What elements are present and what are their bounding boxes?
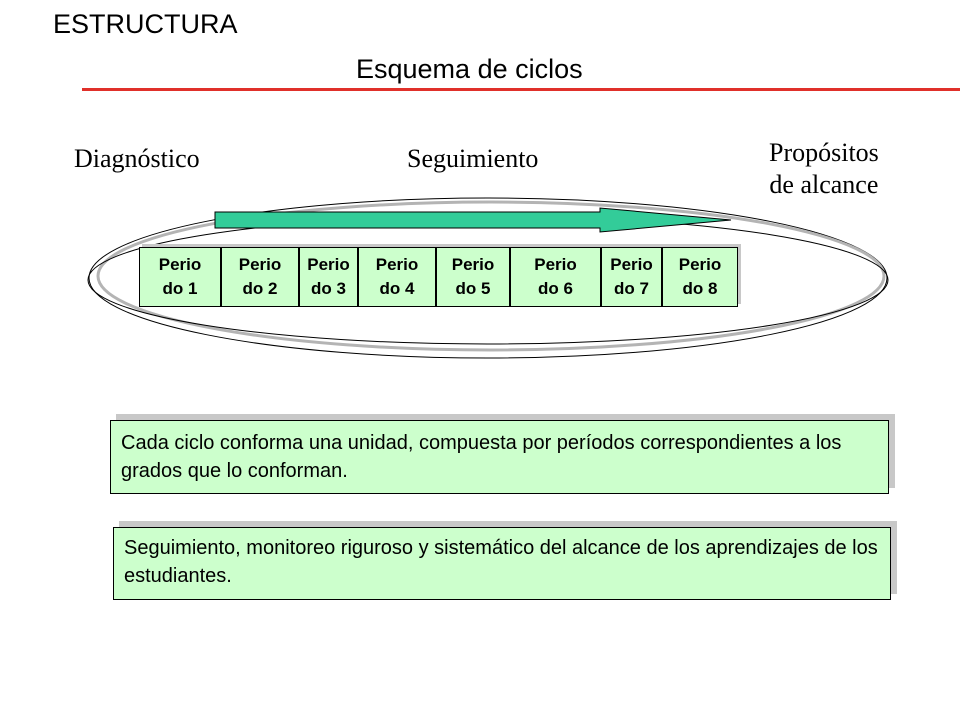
period-label-line1: Perio — [451, 255, 495, 274]
period-label-line1: Perio — [238, 255, 282, 274]
propositos-label-line2: de alcance — [769, 170, 879, 199]
period-label-line2: do 7 — [614, 279, 649, 298]
period-box-4 — [358, 247, 436, 307]
seguimiento-label: Seguimiento — [407, 144, 539, 173]
period-box-8 — [662, 247, 738, 307]
period-box-2 — [221, 247, 299, 307]
period-label-line1: Perio — [375, 255, 419, 274]
period-label-line2: do 8 — [682, 279, 718, 298]
cycle-description-box: Cada ciclo conforma una unidad, compuesta por períodos correspondientes a los grados que lo conforman. — [110, 420, 889, 494]
period-label-line1: Perio — [678, 255, 722, 274]
monitoring-description-box: Seguimiento, monitoreo riguroso y sistemático del alcance de los aprendizajes de los estudiantes. — [113, 527, 891, 600]
slide-subtitle: Esquema de ciclos — [356, 54, 583, 84]
period-label-line1: Perio — [610, 255, 653, 274]
progress-arrow — [215, 208, 731, 232]
period-label-line2: do 4 — [379, 279, 415, 298]
diagnostico-label: Diagnóstico — [74, 144, 200, 173]
period-label-line2: do 3 — [311, 279, 346, 298]
period-box-5 — [436, 247, 510, 307]
period-label-line2: do 6 — [538, 279, 573, 298]
period-label-line2: do 1 — [162, 279, 198, 298]
period-label-line1: Perio — [158, 255, 202, 274]
period-label-line2: do 2 — [242, 279, 278, 298]
period-label-line1: Perio — [307, 255, 350, 274]
period-box-6 — [510, 247, 601, 307]
period-box-3 — [299, 247, 358, 307]
slide-title: ESTRUCTURA — [53, 9, 238, 39]
propositos-label-line1: Propósitos — [769, 138, 879, 167]
period-box-7 — [601, 247, 662, 307]
period-label-line1: Perio — [534, 255, 577, 274]
period-label-line2: do 5 — [455, 279, 491, 298]
period-box-1 — [139, 247, 221, 307]
